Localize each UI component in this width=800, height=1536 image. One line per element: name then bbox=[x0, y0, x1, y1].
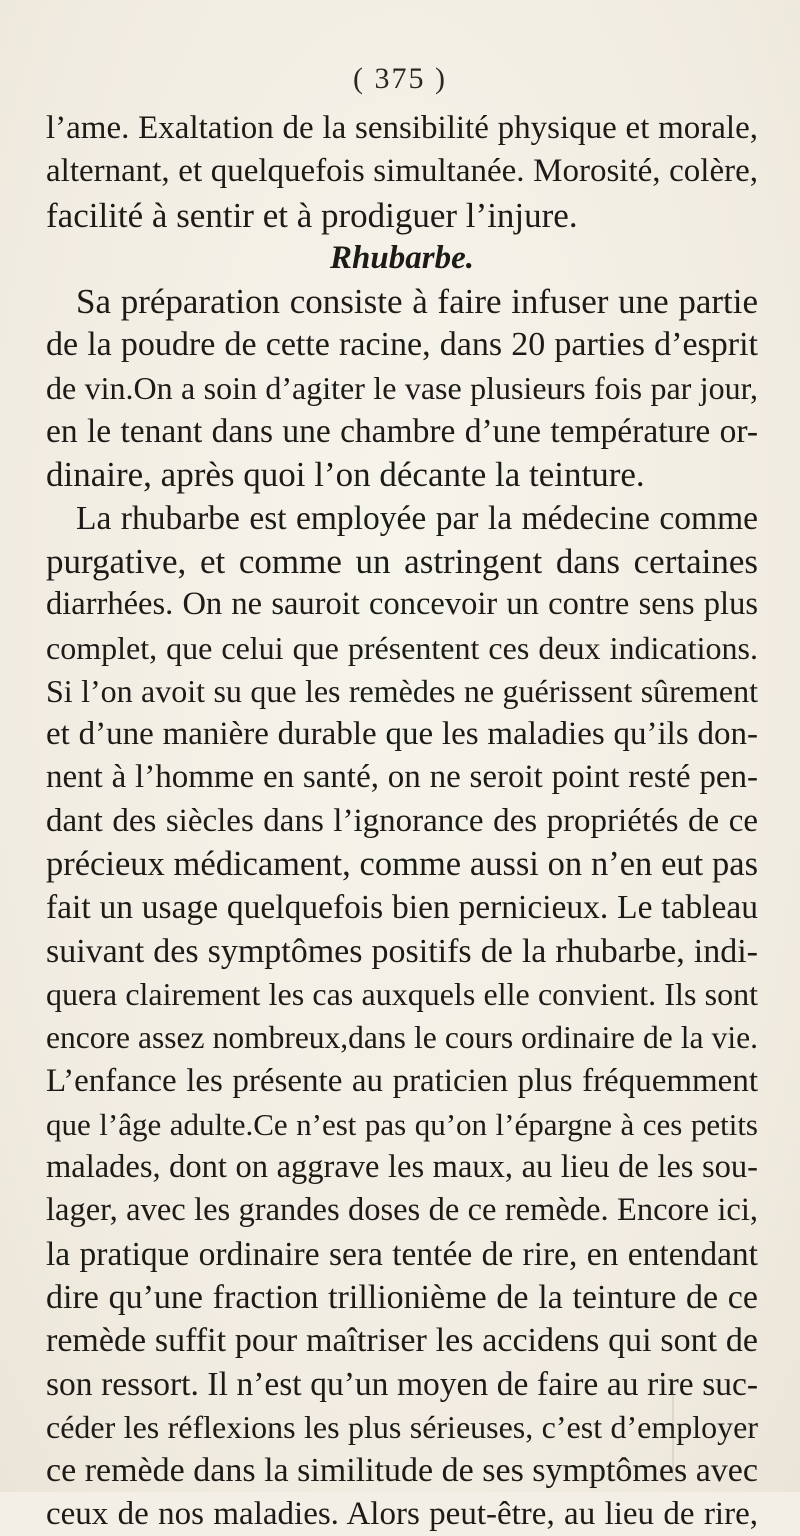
section-heading: Rhubarbe. bbox=[330, 239, 474, 276]
text-line: l’ame. Exaltation de la sensibilité physique et morale, bbox=[46, 110, 758, 146]
text-line: dant des siècles dans l’ignorance des propriétés de ce bbox=[46, 802, 758, 839]
text-line: purgative, et comme un astringent dans certaines bbox=[46, 541, 758, 581]
text-line: nent à l’homme en santé, on ne seroit point resté pen- bbox=[46, 759, 758, 796]
text-line: précieux médicament, comme aussi on n’en eut pas bbox=[46, 845, 758, 884]
text-line: facilité à sentir et à prodiguer l’injure. bbox=[46, 195, 578, 235]
text-line: la pratique ordinaire sera tentée de rire, en entendant bbox=[46, 1235, 758, 1273]
text-line: de vin.On a soin d’agiter le vase plusieurs fois par jour, bbox=[46, 369, 758, 406]
text-line: dire qu’une fraction trillionième de la teinture de ce bbox=[46, 1279, 758, 1317]
text-line: dinaire, après quoi l’on décante la teinture. bbox=[46, 455, 645, 495]
text-line: et d’une manière durable que les maladies qu’ils don- bbox=[46, 716, 758, 753]
text-line: céder les réflexions les plus sérieuses, c’est d’employer bbox=[46, 1408, 758, 1445]
text-line: La rhubarbe est employée par la médecine comme bbox=[76, 499, 758, 537]
text-line: en le tenant dans une chambre d’une température or- bbox=[46, 413, 758, 451]
text-line: encore assez nombreux,dans le cours ordinaire de la vie. bbox=[46, 1020, 758, 1056]
text-line: L’enfance les présente au praticien plus fréquemment bbox=[46, 1062, 758, 1099]
text-line: ceux de nos maladies. Alors peut-être, au lieu de rire, bbox=[46, 1495, 758, 1532]
text-line: quera clairement les cas auxquels elle convient. Ils sont bbox=[46, 975, 758, 1012]
text-line: de la poudre de cette racine, dans 20 parties d’esprit bbox=[46, 326, 758, 364]
paper-mark bbox=[672, 1380, 674, 1480]
text-line: suivant des symptômes positifs de la rhubarbe, indi- bbox=[46, 932, 758, 970]
text-line: remède suffit pour maîtriser les accidens qui sont de bbox=[46, 1322, 758, 1360]
text-line: que l’âge adulte.Ce n’est pas qu’on l’épargne à ces petits bbox=[46, 1106, 758, 1142]
page-number: ( 375 ) bbox=[353, 62, 447, 95]
text-line: alternant, et quelquefois simultanée. Morosité, colère, bbox=[46, 153, 758, 190]
text-line: diarrhées. On ne sauroit concevoir un contre sens plus bbox=[46, 586, 758, 623]
text-line: son ressort. Il n’est qu’un moyen de faire au rire suc- bbox=[46, 1365, 758, 1403]
text-line: ce remède dans la similitude de ses symptômes avec bbox=[46, 1452, 758, 1490]
text-line: lager, avec les grandes doses de ce remède. Encore ici, bbox=[46, 1192, 758, 1229]
text-line: malades, dont on aggrave les maux, au lieu de les sou- bbox=[46, 1149, 758, 1186]
text-line: Si l’on avoit su que les remèdes ne guérissent sûrement bbox=[46, 672, 758, 709]
body-text bbox=[46, 107, 758, 1536]
text-line: fait un usage quelquefois bien pernicieux. Le tableau bbox=[46, 889, 758, 927]
text-line: Sa préparation consiste à faire infuser une partie bbox=[76, 282, 758, 322]
text-line: complet, que celui que présentent ces deux indications. bbox=[46, 629, 758, 666]
